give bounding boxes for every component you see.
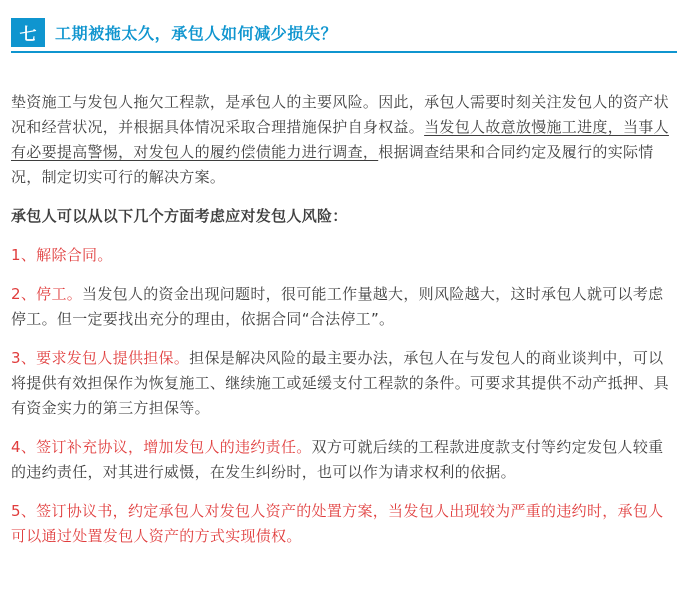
list-item-body: 担保是解决风险的最主要办法，承包人在与发包人的商业谈判中，可以将提供有效担保作为恢复施工、继续施工或延缓支付工程款的条件。可要求其提供不动产抵押、具有资金实力的第三方担保等。	[11, 349, 669, 417]
list-item-lead: 4、签订补充协议，增加发包人的违约责任。	[11, 438, 312, 456]
intro-text-1: 垫资施工与发包人拖欠工程款，是承包人的主要风险。因此，承包人需要时刻关注发包人的资产状况和经营状况，并根据具体情况采取合理措施保护自身权益。	[11, 93, 669, 136]
list-item-5	[11, 499, 677, 549]
list-item-lead: 5、签订协议书，约定承包人对发包人资产的处置方案，当发包人出现较为严重的违约时，承包人可以通过处置发包人资产的方式实现债权。	[11, 502, 664, 545]
section-header	[11, 18, 677, 47]
list-item-1	[11, 243, 677, 268]
list-item-lead: 3、要求发包人提供担保。	[11, 349, 190, 367]
article-body	[11, 90, 677, 549]
intro-paragraph	[11, 90, 677, 190]
header-divider	[11, 51, 677, 53]
list-item-lead: 2、停工。	[11, 285, 83, 303]
section-number-badge: 七	[11, 18, 45, 47]
list-item-2	[11, 282, 677, 332]
list-item-4	[11, 435, 677, 485]
list-item-body: 双方可就后续的工程款进度款支付等约定发包人较重的违约责任，对其进行威慑，在发生纠纷时，也可以作为请求权利的依据。	[11, 438, 664, 481]
list-item-3	[11, 346, 677, 421]
intro-underlined-text: 当发包人故意放慢施工进度，当事人有必要提高警惕，对发包人的履约偿债能力进行调查，	[11, 118, 669, 161]
list-item-body: 当发包人的资金出现问题时，很可能工作量越大，则风险越大，这时承包人就可以考虑停工。但一定要找出充分的理由，依据合同“合法停工”。	[11, 285, 664, 328]
list-item-lead: 1、解除合同。	[11, 246, 113, 264]
article	[0, 18, 689, 595]
intro-text-2: 根据调查结果和合同约定及履行的实际情况，制定切实可行的解决方案。	[11, 143, 654, 186]
section-title: 工期被拖太久，承包人如何减少损失？	[55, 24, 338, 43]
subheading: 承包人可以从以下几个方面考虑应对发包人风险：	[11, 207, 348, 225]
